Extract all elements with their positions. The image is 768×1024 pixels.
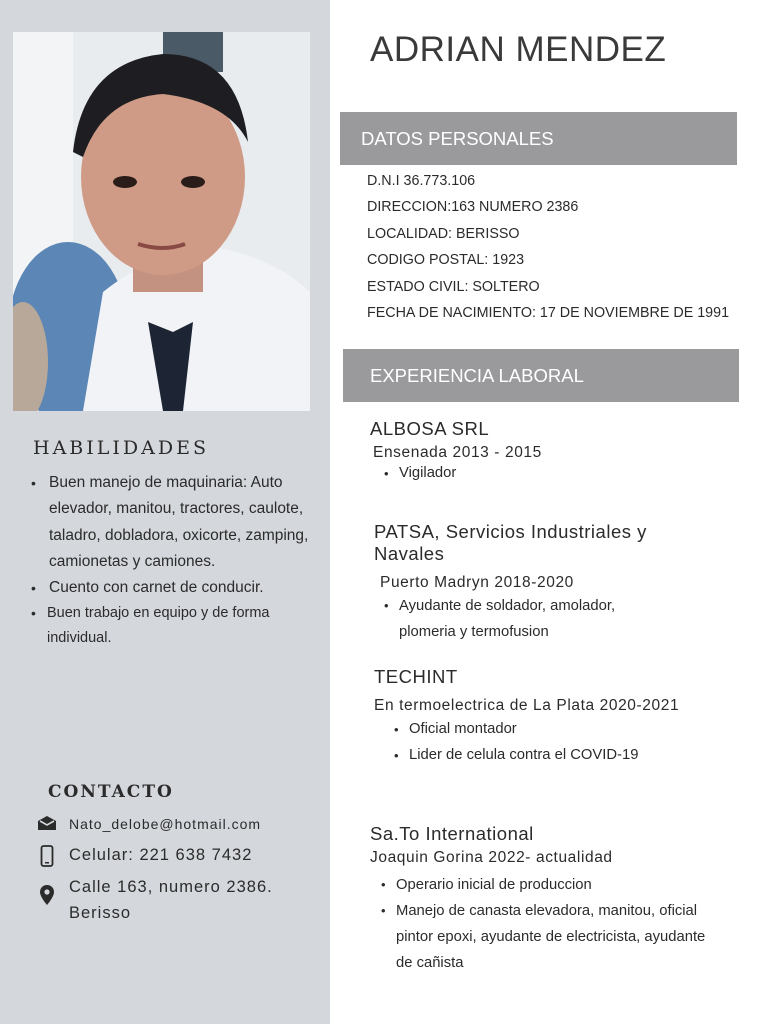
address-text: Calle 163, numero 2386. Berisso [69, 878, 273, 922]
candidate-name: ADRIAN MENDEZ [370, 30, 667, 69]
contact-phone [36, 845, 252, 867]
contact-heading: CONTACTO [48, 782, 174, 802]
contact-address [36, 874, 279, 926]
job-task: • Oficial montador [394, 717, 694, 743]
job-tasks [374, 717, 694, 768]
job-detail: En termoelectrica de La Plata 2020-2021 [374, 697, 680, 714]
profile-photo [13, 32, 310, 411]
personal-data-item: D.N.I 36.773.106 [367, 173, 476, 189]
envelope-icon [36, 815, 58, 831]
job-entry [374, 521, 704, 645]
job-company: PATSA, Servicios Industriales y Navales [374, 521, 647, 564]
job-tasks [370, 872, 710, 976]
location-pin-icon [36, 874, 58, 906]
job-task: • Operario inicial de produccion [381, 872, 710, 898]
job-tasks [370, 463, 710, 484]
job-company: TECHINT [374, 666, 458, 687]
job-entry [370, 823, 720, 976]
job-task: • Ayudante de soldador, amolador, plomeria y termofusion [384, 593, 664, 645]
personal-data-item: CODIGO POSTAL: 1923 [367, 252, 525, 269]
personal-data-item: LOCALIDAD: BERISSO [367, 225, 520, 242]
job-task: • Manejo de canasta elevadora, manitou, oficial pintor epoxi, ayudante de electricista, ayudante de cañista [381, 898, 710, 976]
skill-item: • Buen manejo de maquinaria: Auto elevador, manitou, tractores, caulote, taladro, dobladora, oxicorte, zamping, camionetas y camiones. [30, 470, 320, 575]
job-tasks [374, 593, 664, 645]
job-entry [370, 418, 710, 484]
skill-item: • Cuento con carnet de conducir. [30, 575, 320, 601]
job-task: • Vigilador [384, 463, 710, 484]
job-detail: Puerto Madryn 2018-2020 [380, 574, 574, 591]
personal-data-item: ESTADO CIVIL: SOLTERO [367, 278, 540, 295]
email-text: Nato_delobe@hotmail.com [69, 816, 262, 832]
job-task: • Lider de celula contra el COVID-19 [394, 743, 694, 769]
sidebar [0, 0, 330, 1024]
phone-text: Celular: 221 638 7432 [69, 846, 253, 864]
skills-heading: HABILIDADES [33, 437, 209, 459]
job-company: ALBOSA SRL [370, 418, 490, 439]
job-detail: Joaquin Gorina 2022- actualidad [370, 849, 613, 866]
personal-data-list [367, 168, 737, 326]
skill-item: • Buen trabajo en equipo y de forma individual. [30, 601, 320, 651]
phone-icon [36, 845, 58, 867]
contact-email [36, 815, 261, 833]
personal-data-item: DIRECCION:163 NUMERO 2386 [367, 199, 579, 216]
experience-heading: EXPERIENCIA LABORAL [343, 349, 739, 402]
job-company: Sa.To International [370, 823, 534, 844]
personal-data-heading: DATOS PERSONALES [340, 112, 737, 165]
job-entry [374, 666, 694, 768]
personal-data-item: FECHA DE NACIMIENTO: 17 DE NOVIEMBRE DE 1991 [367, 305, 730, 322]
job-detail: Ensenada 2013 - 2015 [373, 444, 542, 461]
skills-list [30, 470, 320, 651]
